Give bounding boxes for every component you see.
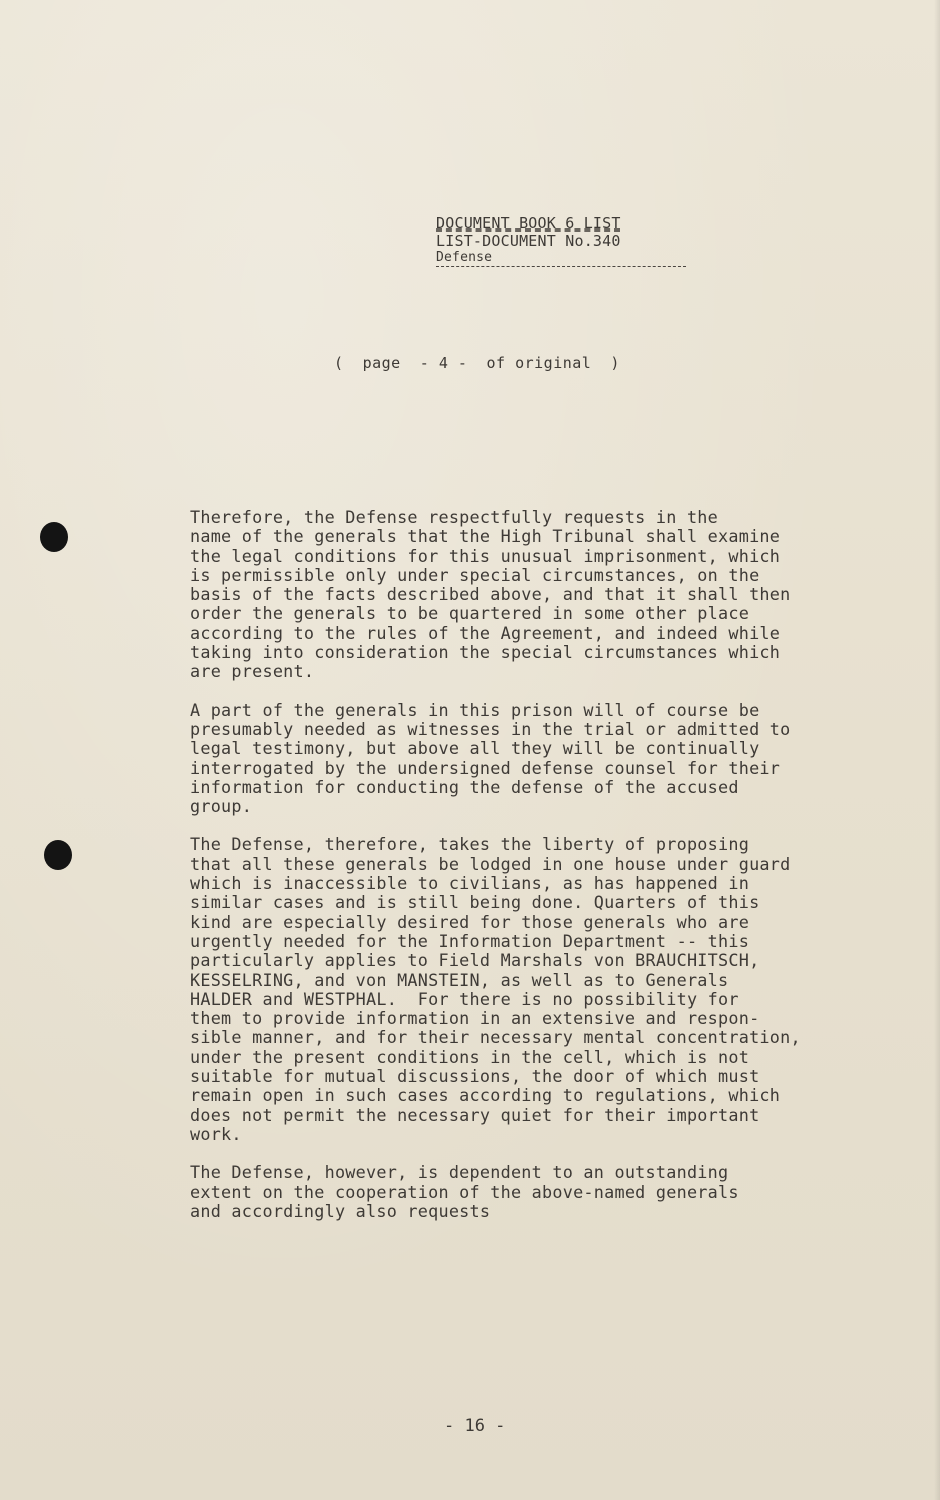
text-line: and accordingly also requests xyxy=(190,1200,491,1221)
text-line: legal testimony, but above all they will be continually xyxy=(190,738,760,759)
punch-hole-middle xyxy=(44,840,72,870)
text-line: basis of the facts described above, and that it shall then xyxy=(190,584,791,605)
text-line: name of the generals that the High Tribunal shall examine xyxy=(190,526,781,547)
text-line: KESSELRING, and von MANSTEIN, as well as to Generals xyxy=(190,969,729,990)
text-line: that all these generals be lodged in one house under guard xyxy=(190,853,791,874)
header-defense-label: Defense xyxy=(436,250,686,267)
text-line: particularly applies to Field Marshals von BRAUCHITSCH, xyxy=(190,950,760,971)
text-line: The Defense, however, is dependent to an outstanding xyxy=(190,1162,729,1183)
text-line: information for conducting the defense of the accused xyxy=(190,776,739,797)
text-line: interrogated by the undersigned defense counsel for their xyxy=(190,757,781,778)
text-line: according to the rules of the Agreement, and indeed while xyxy=(190,622,781,643)
text-line: the legal conditions for this unusual imprisonment, which xyxy=(190,545,781,566)
text-line: remain open in such cases according to regulations, which xyxy=(190,1085,781,1106)
text-line: are present. xyxy=(190,661,315,682)
text-line: is permissible only under special circumstances, on the xyxy=(190,564,760,585)
body-paragraph xyxy=(190,835,885,1144)
header-document-book: DOCUMENT BOOK 6 LIST xyxy=(436,214,621,232)
text-line: taking into consideration the special circumstances which xyxy=(190,642,781,663)
text-line: under the present conditions in the cell, which is not xyxy=(190,1046,750,1067)
document-body xyxy=(190,508,885,1240)
page-edge-shadow xyxy=(934,0,940,1500)
text-line: work. xyxy=(190,1123,242,1144)
body-paragraph xyxy=(190,508,885,682)
text-line: Therefore, the Defense respectfully requests in the xyxy=(190,507,719,527)
header-list-document-number: LIST-DOCUMENT No.340 xyxy=(436,232,621,250)
text-line: suitable for mutual discussions, the door of which must xyxy=(190,1066,760,1087)
document-header xyxy=(436,214,696,267)
body-paragraph xyxy=(190,1163,885,1221)
text-line: sible manner, and for their necessary mental concentration, xyxy=(190,1027,801,1048)
text-line: them to provide information in an extensive and respon- xyxy=(190,1008,760,1029)
text-line: kind are especially desired for those generals who are xyxy=(190,911,750,932)
original-page-reference: ( page - 4 - of original ) xyxy=(334,354,620,372)
text-line: A part of the generals in this prison will of course be xyxy=(190,699,760,720)
text-line: order the generals to be quartered in some other place xyxy=(190,603,750,624)
text-line: which is inaccessible to civilians, as has happened in xyxy=(190,873,750,894)
body-paragraph xyxy=(190,701,885,817)
punch-hole-top xyxy=(40,522,68,552)
text-line: group. xyxy=(190,796,253,817)
text-line: urgently needed for the Information Department -- this xyxy=(190,930,750,951)
text-line: presumably needed as witnesses in the trial or admitted to xyxy=(190,718,791,739)
text-line: extent on the cooperation of the above-named generals xyxy=(190,1181,739,1202)
text-line: HALDER and WESTPHAL. For there is no possibility for xyxy=(190,988,739,1009)
text-line: does not permit the necessary quiet for their important xyxy=(190,1104,760,1125)
page-number: - 16 - xyxy=(444,1416,506,1436)
text-line: The Defense, therefore, takes the liberty of proposing xyxy=(190,834,750,855)
text-line: similar cases and is still being done. Quarters of this xyxy=(190,892,760,913)
